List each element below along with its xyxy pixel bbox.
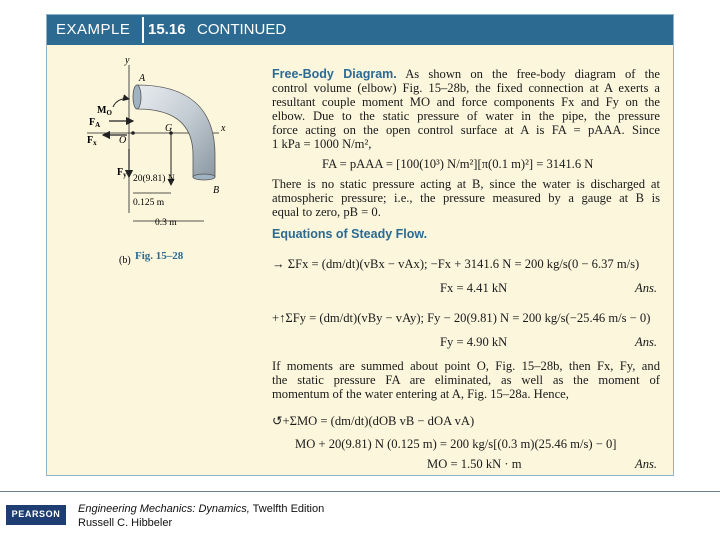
- nostatic-line-3: equal to zero, pB = 0.: [272, 205, 381, 219]
- equation-fa: FA = pAAA = [100(10³) N/m²][π(0.1 m)²] = 3141.6 N: [322, 157, 594, 171]
- result-fy: Fy = 4.90 kN: [440, 335, 508, 349]
- example-label: EXAMPLE: [56, 21, 131, 38]
- nostatic-line-1: There is no static pressure acting at B, since the water is discharged at: [272, 177, 660, 191]
- example-panel: [46, 14, 674, 476]
- fbd-line-6: 1 kPa = 1000 N/m²,: [272, 137, 372, 151]
- example-number: 15.16: [148, 21, 186, 38]
- equation-moment-2: MO + 20(9.81) N (0.125 m) = 200 kg/s[(0.3 m)(25.46 m/s) − 0]: [295, 437, 617, 451]
- pipe-outlet-b: [193, 174, 215, 180]
- label-weight: 20(9.81) N: [133, 174, 175, 184]
- equation-x: → ΣFx = (dm/dt)(vBx − vAx); −Fx + 3141.6 N = 200 kg/s(0 − 6.37 m/s): [272, 257, 640, 271]
- result-fx: Fx = 4.41 kN: [440, 281, 508, 295]
- moment-arc: [113, 99, 129, 107]
- answer-label-fx: Ans.: [635, 281, 658, 295]
- moment-line-3: momentum of the water entering at A, Fig. 15–28a. Hence,: [272, 387, 569, 401]
- continued-label: CONTINUED: [197, 21, 287, 38]
- nostatic-line-2: atmospheric pressure; i.e., the pressure measured by a gauge at B is: [272, 191, 660, 205]
- footer-book-title: Engineering Mechanics: Dynamics,: [78, 503, 250, 515]
- footer-divider: [0, 491, 720, 492]
- steady-flow-heading: Equations of Steady Flow.: [272, 227, 428, 241]
- label-part-b: (b): [119, 255, 131, 266]
- fbd-line-5: force acting on the open control surface at A is FA = pAAA. Since: [272, 123, 660, 137]
- footer-edition: Twelfth Edition: [249, 503, 325, 515]
- equation-y: +↑ΣFy = (dm/dt)(vBy − vAy); Fy − 20(9.81) N = 200 kg/s(−25.46 m/s − 0): [272, 311, 651, 325]
- answer-label-mo: Ans.: [635, 457, 658, 471]
- fbd-line-3: resultant couple moment MO and force components Fx and Fy on the: [272, 95, 660, 109]
- figure-caption: Fig. 15–28: [135, 250, 184, 262]
- moment-line-1: If moments are summed about point O, Fig. 15–28b, then Fx, Fy, and: [272, 359, 660, 373]
- answer-label-fy: Ans.: [635, 335, 658, 349]
- point-o: [131, 131, 135, 135]
- pearson-logo-text: PEARSON: [11, 509, 61, 519]
- moment-line-2: the static pressure FA are eliminated, as well as the moment of: [272, 373, 660, 387]
- label-dim-03: 0.3 m: [155, 218, 177, 228]
- banner-separator: [142, 17, 144, 43]
- label-a: A: [139, 73, 146, 84]
- label-o: O: [119, 135, 127, 146]
- pipe-opening-a: [133, 85, 141, 109]
- elbow-pipe-body: [137, 85, 215, 177]
- result-mo: MO = 1.50 kN · m: [427, 457, 522, 471]
- label-g: G: [165, 123, 173, 134]
- footer-book-line: [78, 503, 324, 515]
- label-fx: $F_x$: [87, 135, 97, 147]
- equation-moment-1: ↺+ΣMO = (dm/dt)(dOB vB − dOA vA): [272, 414, 475, 428]
- label-fy: $F_y$: [117, 167, 127, 179]
- footer-author: Russell C. Hibbeler: [78, 517, 173, 529]
- example-banner: [47, 15, 673, 45]
- label-fa: $F_A$: [89, 117, 101, 129]
- label-dim-0125: 0.125 m: [133, 198, 165, 208]
- pearson-logo: [6, 505, 66, 525]
- label-x: x: [221, 123, 226, 134]
- fbd-line-1: Free-Body Diagram. As shown on the free-body diagram of the: [272, 67, 660, 81]
- label-mo: $M_O$: [97, 105, 112, 117]
- fbd-line-2: control volume (elbow) Fig. 15–28b, the fixed connection at A exerts a: [272, 81, 660, 95]
- fbd-heading: Free-Body Diagram.: [272, 67, 397, 81]
- label-b: B: [213, 185, 220, 196]
- label-y: y: [125, 55, 130, 66]
- fbd-line-4: elbow. Due to the static pressure of water in the pipe, the pressure: [272, 109, 660, 123]
